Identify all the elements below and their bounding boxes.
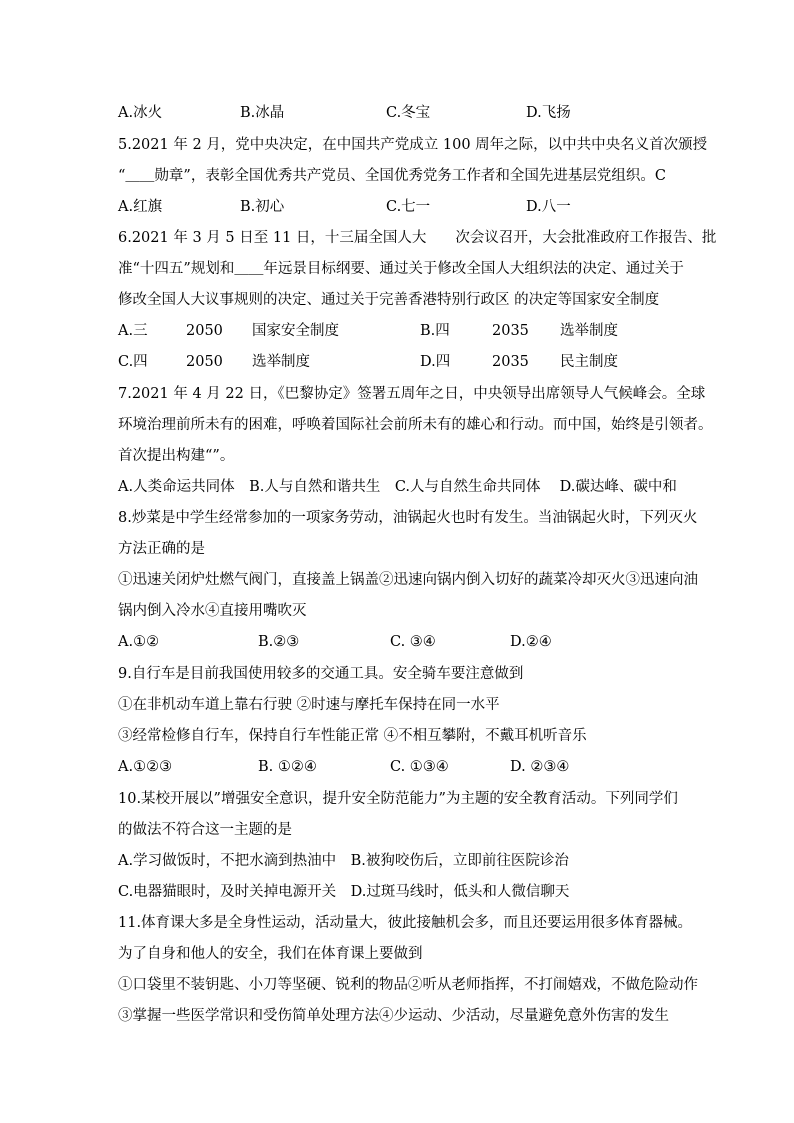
q6-stem-line-1: 6.2021 年 3 月 5 日至 11 日，十三届全国人大 次会议召开，大会批准政府工作报告、批 (118, 230, 717, 246)
q6-option-c-letter: C.四 (118, 354, 148, 370)
q7-stem-line-2: 环境治理前所未有的困难，呼唤着国际社会前所未有的雄心和行动。而中国，始终是引领者。 (118, 417, 713, 433)
q5-stem-line-2: “＿＿勋章”，表彰全国优秀共产党员、全国优秀党务工作者和全国先进基层党组织。C (118, 168, 666, 184)
q5-option-b: B.初心 (240, 199, 285, 215)
q6-option-a-letter: A.三 (118, 323, 148, 339)
q4-option-c: C.冬宝 (386, 105, 431, 121)
q9-statements-line-1: ①在非机动车道上靠右行驶 ②时速与摩托车保持在同一水平 (118, 697, 500, 713)
q7-options: A.人类命运共同体 B.人与自然和谐共生 C.人与自然生命共同体 D.碳达峰、碳中和 (118, 479, 677, 495)
q6-option-b-year: 2035 (492, 323, 529, 339)
q6-option-b-letter: B.四 (420, 323, 450, 339)
q11-statements-line-2: ③掌握一些医学常识和受伤简单处理方法④少运动、少活动，尽量避免意外伤害的发生 (118, 1008, 669, 1024)
q11-stem-line-1: 11.体育课大多是全身性运动，活动量大，彼此接触机会多，而且还要运用很多体育器械。 (118, 915, 693, 931)
q11-statements-line-1: ①口袋里不装钥匙、小刀等坚硬、锐利的物品②听从老师指挥，不打闹嬉戏，不做危险动作 (118, 977, 698, 993)
q8-option-a: A.①② (118, 634, 160, 650)
q4-option-b: B.冰晶 (240, 105, 285, 121)
q6-option-a-system: 国家安全制度 (252, 323, 339, 339)
q10-stem-line-1: 10.某校开展以”增强安全意识，提升安全防范能力”为主题的安全教育活动。下列同学们 (118, 791, 678, 807)
q6-option-c-system: 选举制度 (252, 354, 310, 370)
q9-option-a: A.①②③ (118, 759, 173, 775)
q9-stem: 9.自行车是目前我国使用较多的交通工具。安全骑车要注意做到 (118, 666, 524, 682)
q8-stem-line-2: 方法正确的是 (118, 541, 205, 557)
q7-stem-line-3: 首次提出构建“”。 (118, 448, 235, 464)
q9-statements-line-2: ③经常检修自行车，保持自行车性能正常 ④不相互攀附，不戴耳机听音乐 (118, 728, 587, 744)
q5-option-c: C.七一 (386, 199, 431, 215)
q5-stem-line-1: 5.2021 年 2 月，党中央决定，在中国共产党成立 100 周年之际，以中共中央名义首次颁授 (118, 137, 708, 153)
q4-option-d: D.飞扬 (526, 105, 571, 121)
q8-option-c: C. ③④ (390, 634, 436, 650)
q6-stem-line-2: 准“十四五”规划和＿＿年远景目标纲要、通过关于修改全国人大组织法的决定、通过关于 (118, 261, 684, 277)
q6-option-d-system: 民主制度 (560, 354, 618, 370)
q9-option-d: D. ②③④ (510, 759, 570, 775)
q4-option-a: A.冰火 (118, 105, 163, 121)
q9-option-c: C. ①③④ (390, 759, 449, 775)
q8-option-d: D.②④ (510, 634, 552, 650)
q9-option-b: B. ①②④ (258, 759, 317, 775)
q8-statements-line-1: ①迅速关闭炉灶燃气阀门，直接盖上锅盖②迅速向锅内倒入切好的蔬菜冷却灭火③迅速向油 (118, 572, 698, 588)
q5-option-d: D.八一 (526, 199, 571, 215)
q6-option-d-letter: D.四 (420, 354, 451, 370)
q8-statements-line-2: 锅内倒入冷水④直接用嘴吹灭 (118, 603, 307, 619)
q10-options-row-1: A.学习做饭时，不把水滴到热油中 B.被狗咬伤后，立即前往医院诊治 (118, 853, 569, 869)
q10-options-row-2: C.电器猫眼时，及时关掉电源开关 D.过斑马线时，低头和人微信聊天 (118, 884, 570, 900)
q10-stem-line-2: 的做法不符合这一主题的是 (118, 822, 292, 838)
q6-stem-line-3: 修改全国人大议事规则的决定、通过关于完善香港特别行政区 的决定等国家安全制度 (118, 292, 660, 308)
q8-option-b: B.②③ (258, 634, 300, 650)
q6-option-c-year: 2050 (186, 354, 223, 370)
q6-option-b-system: 选举制度 (560, 323, 618, 339)
q6-option-d-year: 2035 (492, 354, 529, 370)
q6-option-a-year: 2050 (186, 323, 223, 339)
q11-stem-line-2: 为了自身和他人的安全，我们在体育课上要做到 (118, 946, 423, 962)
q8-stem-line-1: 8.炒菜是中学生经常参加的一项家务劳动，油锅起火也时有发生。当油锅起火时，下列灭火 (118, 510, 698, 526)
q7-stem-line-1: 7.2021 年 4 月 22 日，《巴黎协定》签署五周年之日，中央领导出席领导人气候峰会。全球 (118, 386, 706, 402)
q5-option-a: A.红旗 (118, 199, 163, 215)
